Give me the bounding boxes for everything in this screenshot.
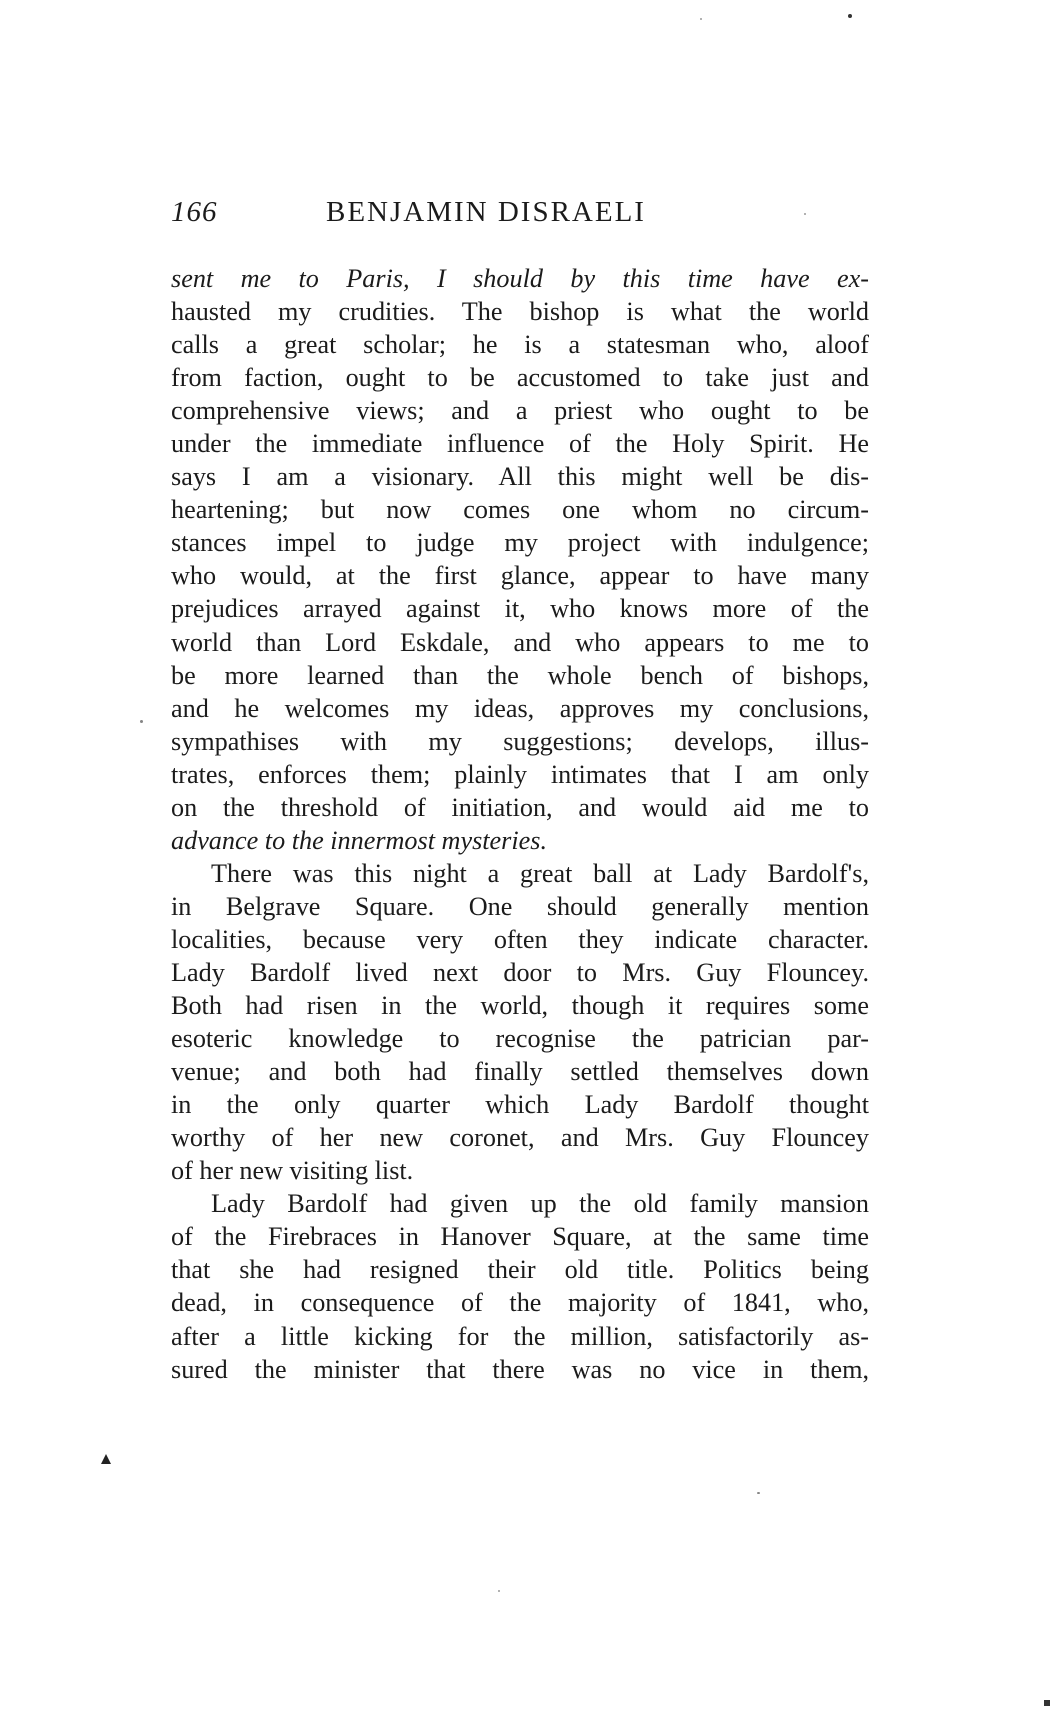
text-line: localities, because very often they indicate character. [171, 924, 869, 954]
text-line: Lady Bardolf had given up the old family mansion [211, 1189, 869, 1219]
text-line: worthy of her new coronet, and Mrs. Guy Flouncey [171, 1123, 869, 1153]
text-line: says I am a visionary. All this might well be dis- [171, 462, 869, 492]
scan-speck [1044, 1700, 1050, 1706]
body-text [171, 262, 869, 1386]
paragraph-2 [171, 857, 869, 1187]
scan-speck [498, 1590, 500, 1592]
text-line: sured the minister that there was no vice in them, [171, 1354, 869, 1384]
text-line: after a little kicking for the million, satisfactorily as- [171, 1321, 869, 1351]
text-line: that she had resigned their old title. Politics being [171, 1255, 869, 1285]
text-line: in the only quarter which Lady Bardolf thought [171, 1090, 869, 1120]
scan-speck [757, 1492, 760, 1494]
paragraph-3 [171, 1187, 869, 1385]
text-line: and he welcomes my ideas, approves my conclusions, [171, 693, 869, 723]
text-line: of her new visiting list. [171, 1156, 414, 1186]
text-line: sent me to Paris, I should by this time have ex- [171, 264, 869, 293]
text-line: hausted my crudities. The bishop is what the world [171, 297, 869, 327]
paragraph-1 [171, 262, 869, 857]
text-line: sympathises with my suggestions; develops, illus- [171, 726, 869, 756]
text-line: esoteric knowledge to recognise the patrician par- [171, 1024, 869, 1054]
text-line: world than Lord Eskdale, and who appears to me to [171, 627, 869, 657]
text-line: dead, in consequence of the majority of 1841, who, [171, 1288, 869, 1318]
scan-speck [848, 14, 852, 18]
text-line: venue; and both had finally settled themselves down [171, 1057, 869, 1087]
text-line: comprehensive views; and a priest who ought to be [171, 396, 869, 426]
text-line: stances impel to judge my project with indulgence; [171, 528, 869, 558]
text-line: Lady Bardolf lived next door to Mrs. Guy Flouncey. [171, 957, 869, 987]
running-title: BENJAMIN DISRAELI [326, 196, 646, 228]
scan-mark [101, 1454, 111, 1464]
page-number: 166 [171, 196, 218, 228]
scan-speck [700, 18, 702, 20]
text-line: who would, at the first glance, appear to have many [171, 561, 869, 591]
scan-speck [804, 213, 806, 215]
text-line: from faction, ought to be accustomed to take just and [171, 363, 869, 393]
text-line: calls a great scholar; he is a statesman who, aloof [171, 330, 869, 360]
text-line: Both had risen in the world, though it requires some [171, 991, 869, 1021]
text-line: advance to the innermost mysteries. [171, 825, 547, 855]
text-line: under the immediate influence of the Holy Spirit. He [171, 429, 869, 459]
text-line: on the threshold of initiation, and would aid me to [171, 792, 869, 822]
text-line: of the Firebraces in Hanover Square, at the same time [171, 1222, 869, 1252]
text-line: be more learned than the whole bench of bishops, [171, 660, 869, 690]
running-head [171, 196, 871, 236]
text-line: There was this night a great ball at Lady Bardolf's, [211, 858, 869, 888]
scan-speck [140, 720, 143, 723]
text-line: prejudices arrayed against it, who knows more of the [171, 594, 869, 624]
text-line: in Belgrave Square. One should generally mention [171, 891, 869, 921]
text-line: heartening; but now comes one whom no circum- [171, 495, 869, 525]
text-line: trates, enforces them; plainly intimates that I am only [171, 759, 869, 789]
